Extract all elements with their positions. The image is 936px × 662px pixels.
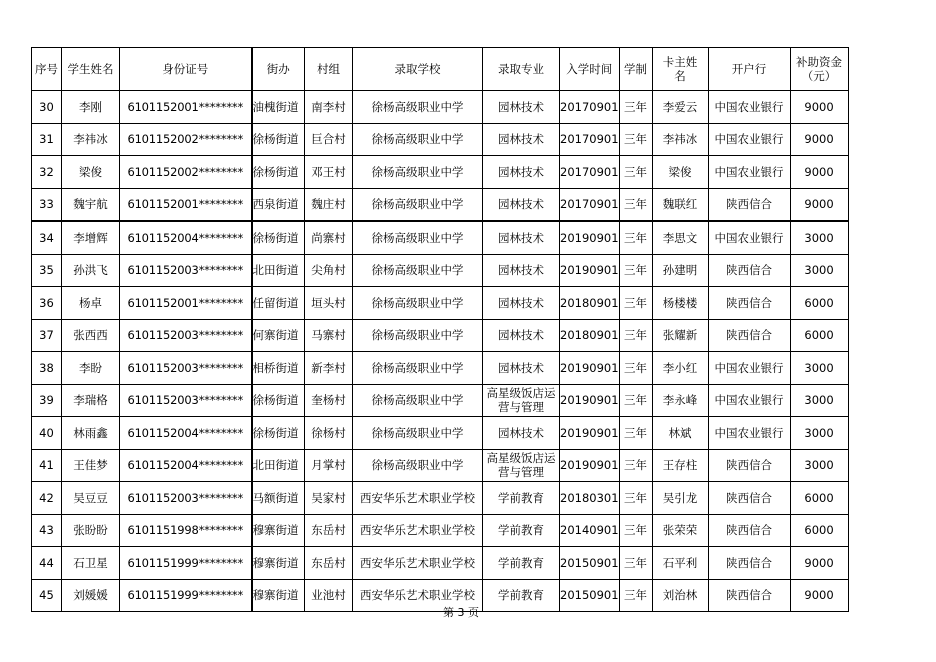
row-number-cell: 40 [32, 417, 62, 450]
duration-cell: 三年 [619, 319, 652, 352]
row-number-cell: 41 [32, 449, 62, 482]
admitted-school-cell: 徐杨高级职业中学 [353, 123, 483, 156]
id-number-cell: 6101151998******** [120, 514, 252, 547]
header-cell: 开户行 [708, 48, 790, 91]
id-number-cell: 6101152004******** [120, 417, 252, 450]
row-number-cell: 42 [32, 482, 62, 515]
cardholder-name-cell: 李祎冰 [652, 123, 708, 156]
cardholder-name-cell: 梁俊 [652, 156, 708, 189]
bank-cell: 中国农业银行 [708, 384, 790, 417]
row-number-cell: 37 [32, 319, 62, 352]
student-name-cell: 王佳梦 [62, 449, 120, 482]
row-number-cell: 43 [32, 514, 62, 547]
cardholder-name-cell: 魏联红 [652, 188, 708, 221]
table-row [32, 514, 849, 547]
duration-cell: 三年 [619, 579, 652, 612]
id-number-cell: 6101152001******** [120, 287, 252, 320]
admitted-school-cell: 西安华乐艺术职业学校 [353, 547, 483, 580]
subdistrict-cell: 徐杨街道 [252, 156, 305, 189]
row-number-cell: 38 [32, 352, 62, 385]
subsidy-amount-cell: 9000 [790, 156, 848, 189]
student-name-cell: 杨卓 [62, 287, 120, 320]
row-number-cell: 36 [32, 287, 62, 320]
student-name-cell: 张盼盼 [62, 514, 120, 547]
table-row [32, 482, 849, 515]
village-cell: 奎杨村 [305, 384, 353, 417]
id-number-cell: 6101151999******** [120, 547, 252, 580]
major-cell: 园林技术 [483, 287, 560, 320]
subsidy-amount-cell: 3000 [790, 449, 848, 482]
village-cell: 新李村 [305, 352, 353, 385]
admitted-school-cell: 徐杨高级职业中学 [353, 188, 483, 221]
cardholder-name-cell: 李永峰 [652, 384, 708, 417]
header-cell: 街办 [252, 48, 305, 91]
id-number-cell: 6101152004******** [120, 221, 252, 254]
bank-cell: 陕西信合 [708, 254, 790, 287]
major-cell: 园林技术 [483, 254, 560, 287]
header-cell: 补助资金（元） [790, 48, 848, 91]
id-number-cell: 6101152003******** [120, 254, 252, 287]
page-number: 第 3 页 [443, 606, 479, 619]
duration-cell: 三年 [619, 547, 652, 580]
bank-cell: 陕西信合 [708, 449, 790, 482]
table-row [32, 547, 849, 580]
village-cell: 业池村 [305, 579, 353, 612]
enroll-date-cell: 20150901 [560, 579, 620, 612]
subsidy-amount-cell: 3000 [790, 417, 848, 450]
major-cell: 高星级饭店运营与管理 [483, 449, 560, 482]
village-cell: 徐杨村 [305, 417, 353, 450]
enroll-date-cell: 20180901 [560, 319, 620, 352]
major-cell: 学前教育 [483, 547, 560, 580]
table-row [32, 123, 849, 156]
subdistrict-cell: 西泉街道 [252, 188, 305, 221]
student-name-cell: 吴豆豆 [62, 482, 120, 515]
row-number-cell: 31 [32, 123, 62, 156]
student-name-cell: 李增辉 [62, 221, 120, 254]
id-number-cell: 6101151999******** [120, 579, 252, 612]
village-cell: 南李村 [305, 91, 353, 124]
bank-cell: 陕西信合 [708, 579, 790, 612]
subsidy-amount-cell: 9000 [790, 91, 848, 124]
subdistrict-cell: 北田街道 [252, 449, 305, 482]
major-cell: 园林技术 [483, 91, 560, 124]
id-number-cell: 6101152004******** [120, 449, 252, 482]
subsidy-amount-cell: 3000 [790, 352, 848, 385]
row-number-cell: 33 [32, 188, 62, 221]
subdistrict-cell: 油槐街道 [252, 91, 305, 124]
admitted-school-cell: 徐杨高级职业中学 [353, 156, 483, 189]
header-cell: 学生姓名 [62, 48, 120, 91]
header-cell: 学制 [619, 48, 652, 91]
id-number-cell: 6101152001******** [120, 188, 252, 221]
admitted-school-cell: 徐杨高级职业中学 [353, 91, 483, 124]
village-cell: 巨合村 [305, 123, 353, 156]
admitted-school-cell: 西安华乐艺术职业学校 [353, 579, 483, 612]
major-cell: 园林技术 [483, 123, 560, 156]
major-cell: 园林技术 [483, 188, 560, 221]
student-name-cell: 刘媛媛 [62, 579, 120, 612]
student-name-cell: 李祎冰 [62, 123, 120, 156]
village-cell: 东岳村 [305, 514, 353, 547]
village-cell: 邓王村 [305, 156, 353, 189]
table-row [32, 156, 849, 189]
duration-cell: 三年 [619, 352, 652, 385]
bank-cell: 中国农业银行 [708, 221, 790, 254]
header-cell: 身份证号 [120, 48, 252, 91]
row-number-cell: 39 [32, 384, 62, 417]
header-cell: 录取学校 [353, 48, 483, 91]
subdistrict-cell: 徐杨街道 [252, 384, 305, 417]
village-cell: 尚寨村 [305, 221, 353, 254]
cardholder-name-cell: 林斌 [652, 417, 708, 450]
header-cell: 村组 [305, 48, 353, 91]
admitted-school-cell: 徐杨高级职业中学 [353, 417, 483, 450]
major-cell: 园林技术 [483, 156, 560, 189]
subsidy-amount-cell: 6000 [790, 482, 848, 515]
header-cell: 序号 [32, 48, 62, 91]
header-cell: 录取专业 [483, 48, 560, 91]
student-name-cell: 梁俊 [62, 156, 120, 189]
student-name-cell: 李瑞格 [62, 384, 120, 417]
table-row [32, 417, 849, 450]
enroll-date-cell: 20170901 [560, 123, 620, 156]
subsidy-amount-cell: 6000 [790, 287, 848, 320]
enroll-date-cell: 20190901 [560, 352, 620, 385]
table-row [32, 91, 849, 124]
subdistrict-cell: 穆寨街道 [252, 514, 305, 547]
admitted-school-cell: 徐杨高级职业中学 [353, 449, 483, 482]
subdistrict-cell: 相桥街道 [252, 352, 305, 385]
subdistrict-cell: 马额街道 [252, 482, 305, 515]
bank-cell: 中国农业银行 [708, 123, 790, 156]
duration-cell: 三年 [619, 449, 652, 482]
bank-cell: 陕西信合 [708, 482, 790, 515]
table-row [32, 287, 849, 320]
village-cell: 吴家村 [305, 482, 353, 515]
cardholder-name-cell: 石平利 [652, 547, 708, 580]
table-row [32, 579, 849, 612]
bank-cell: 陕西信合 [708, 319, 790, 352]
duration-cell: 三年 [619, 254, 652, 287]
row-number-cell: 32 [32, 156, 62, 189]
admitted-school-cell: 徐杨高级职业中学 [353, 254, 483, 287]
cardholder-name-cell: 王存柱 [652, 449, 708, 482]
table-row [32, 449, 849, 482]
enroll-date-cell: 20190901 [560, 254, 620, 287]
id-number-cell: 6101152002******** [120, 123, 252, 156]
enroll-date-cell: 20140901 [560, 514, 620, 547]
duration-cell: 三年 [619, 287, 652, 320]
subdistrict-cell: 徐杨街道 [252, 417, 305, 450]
duration-cell: 三年 [619, 482, 652, 515]
enroll-date-cell: 20150901 [560, 547, 620, 580]
row-number-cell: 45 [32, 579, 62, 612]
subsidy-table [31, 47, 849, 612]
subsidy-amount-cell: 9000 [790, 188, 848, 221]
student-name-cell: 张西西 [62, 319, 120, 352]
major-cell: 园林技术 [483, 417, 560, 450]
row-number-cell: 30 [32, 91, 62, 124]
enroll-date-cell: 20170901 [560, 91, 620, 124]
table-row [32, 188, 849, 221]
id-number-cell: 6101152003******** [120, 482, 252, 515]
subdistrict-cell: 何寨街道 [252, 319, 305, 352]
subsidy-amount-cell: 9000 [790, 579, 848, 612]
bank-cell: 陕西信合 [708, 547, 790, 580]
major-cell: 学前教育 [483, 514, 560, 547]
village-cell: 尖角村 [305, 254, 353, 287]
admitted-school-cell: 徐杨高级职业中学 [353, 287, 483, 320]
major-cell: 学前教育 [483, 579, 560, 612]
student-name-cell: 魏宇航 [62, 188, 120, 221]
student-name-cell: 李刚 [62, 91, 120, 124]
id-number-cell: 6101152003******** [120, 319, 252, 352]
student-name-cell: 林雨鑫 [62, 417, 120, 450]
village-cell: 月掌村 [305, 449, 353, 482]
duration-cell: 三年 [619, 123, 652, 156]
cardholder-name-cell: 李小红 [652, 352, 708, 385]
enroll-date-cell: 20180901 [560, 287, 620, 320]
admitted-school-cell: 西安华乐艺术职业学校 [353, 514, 483, 547]
row-number-cell: 34 [32, 221, 62, 254]
village-cell: 垣头村 [305, 287, 353, 320]
cardholder-name-cell: 吴引龙 [652, 482, 708, 515]
duration-cell: 三年 [619, 156, 652, 189]
admitted-school-cell: 西安华乐艺术职业学校 [353, 482, 483, 515]
bank-cell: 陕西信合 [708, 514, 790, 547]
cardholder-name-cell: 刘治林 [652, 579, 708, 612]
major-cell: 园林技术 [483, 221, 560, 254]
major-cell: 园林技术 [483, 319, 560, 352]
cardholder-name-cell: 孙建明 [652, 254, 708, 287]
subsidy-amount-cell: 3000 [790, 384, 848, 417]
subsidy-amount-cell: 3000 [790, 254, 848, 287]
table-row [32, 319, 849, 352]
duration-cell: 三年 [619, 221, 652, 254]
village-cell: 马寨村 [305, 319, 353, 352]
table-row [32, 352, 849, 385]
bank-cell: 陕西信合 [708, 287, 790, 320]
cardholder-name-cell: 杨楼楼 [652, 287, 708, 320]
subdistrict-cell: 任留街道 [252, 287, 305, 320]
subdistrict-cell: 穆寨街道 [252, 579, 305, 612]
id-number-cell: 6101152001******** [120, 91, 252, 124]
bank-cell: 中国农业银行 [708, 91, 790, 124]
cardholder-name-cell: 张荣荣 [652, 514, 708, 547]
cardholder-name-cell: 张耀新 [652, 319, 708, 352]
row-number-cell: 35 [32, 254, 62, 287]
enroll-date-cell: 20170901 [560, 156, 620, 189]
subsidy-amount-cell: 6000 [790, 514, 848, 547]
subsidy-amount-cell: 9000 [790, 123, 848, 156]
bank-cell: 中国农业银行 [708, 156, 790, 189]
enroll-date-cell: 20190901 [560, 417, 620, 450]
enroll-date-cell: 20170901 [560, 188, 620, 221]
student-name-cell: 孙洪飞 [62, 254, 120, 287]
table-row [32, 221, 849, 254]
table-row [32, 254, 849, 287]
enroll-date-cell: 20190901 [560, 221, 620, 254]
bank-cell: 陕西信合 [708, 188, 790, 221]
subsidy-amount-cell: 6000 [790, 319, 848, 352]
id-number-cell: 6101152003******** [120, 384, 252, 417]
subsidy-amount-cell: 9000 [790, 547, 848, 580]
major-cell: 学前教育 [483, 482, 560, 515]
duration-cell: 三年 [619, 188, 652, 221]
subdistrict-cell: 徐杨街道 [252, 221, 305, 254]
village-cell: 魏庄村 [305, 188, 353, 221]
admitted-school-cell: 徐杨高级职业中学 [353, 221, 483, 254]
table-row [32, 384, 849, 417]
duration-cell: 三年 [619, 91, 652, 124]
student-name-cell: 石卫星 [62, 547, 120, 580]
enroll-date-cell: 20180301 [560, 482, 620, 515]
header-row [32, 48, 849, 91]
bank-cell: 中国农业银行 [708, 352, 790, 385]
header-cell: 卡主姓名 [652, 48, 708, 91]
village-cell: 东岳村 [305, 547, 353, 580]
subsidy-amount-cell: 3000 [790, 221, 848, 254]
cardholder-name-cell: 李爱云 [652, 91, 708, 124]
duration-cell: 三年 [619, 384, 652, 417]
header-cell: 入学时间 [560, 48, 620, 91]
cardholder-name-cell: 李思文 [652, 221, 708, 254]
admitted-school-cell: 徐杨高级职业中学 [353, 352, 483, 385]
student-name-cell: 李盼 [62, 352, 120, 385]
major-cell: 园林技术 [483, 352, 560, 385]
enroll-date-cell: 20190901 [560, 384, 620, 417]
subdistrict-cell: 北田街道 [252, 254, 305, 287]
id-number-cell: 6101152002******** [120, 156, 252, 189]
id-number-cell: 6101152003******** [120, 352, 252, 385]
bank-cell: 中国农业银行 [708, 417, 790, 450]
row-number-cell: 44 [32, 547, 62, 580]
duration-cell: 三年 [619, 514, 652, 547]
duration-cell: 三年 [619, 417, 652, 450]
subdistrict-cell: 穆寨街道 [252, 547, 305, 580]
subdistrict-cell: 徐杨街道 [252, 123, 305, 156]
admitted-school-cell: 徐杨高级职业中学 [353, 384, 483, 417]
admitted-school-cell: 徐杨高级职业中学 [353, 319, 483, 352]
major-cell: 高星级饭店运营与管理 [483, 384, 560, 417]
enroll-date-cell: 20190901 [560, 449, 620, 482]
